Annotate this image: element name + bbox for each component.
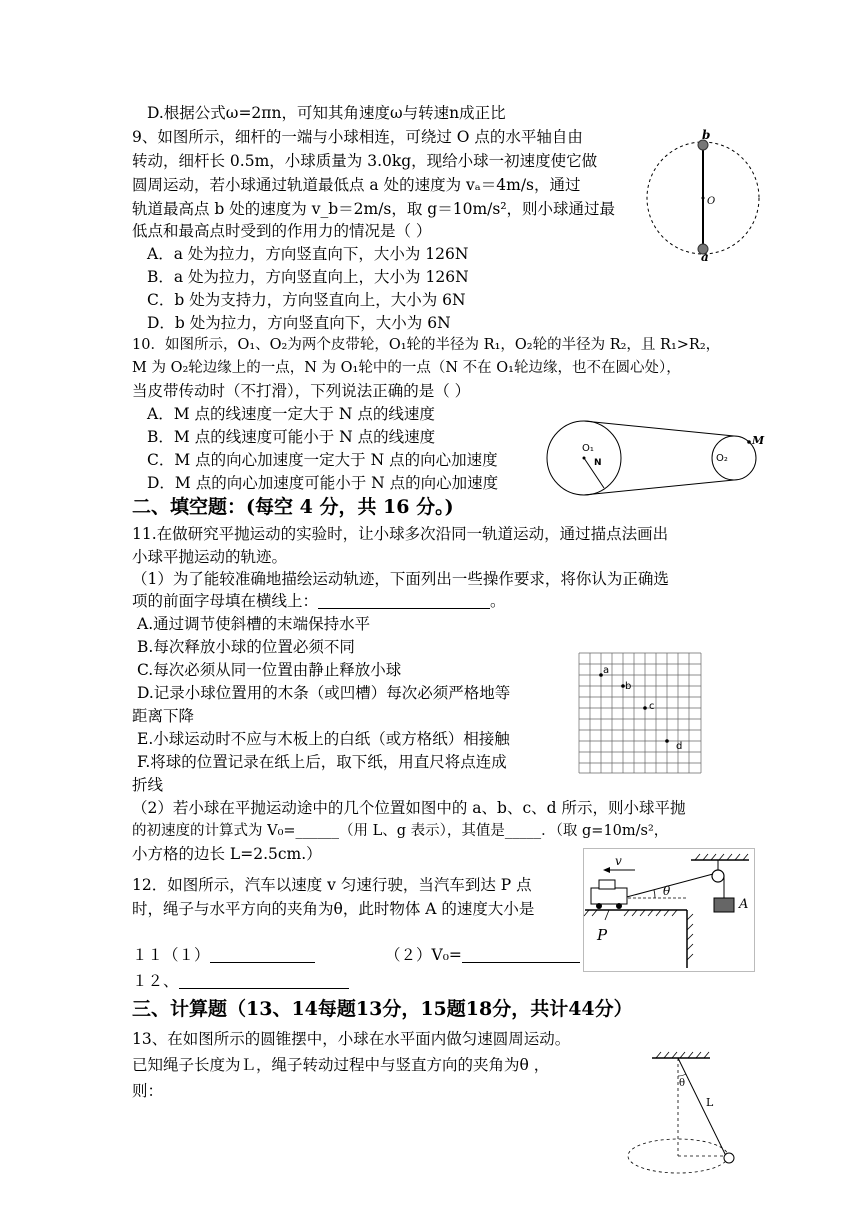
q10-option-d: D．M 点的向心加速度可能小于 N 点的向心加速度 xyxy=(147,474,499,492)
grid-label-a: a xyxy=(603,665,610,676)
q11-stem-line2: 小球平抛运动的轨迹。 xyxy=(132,548,288,566)
label-n: N xyxy=(594,458,602,468)
q9-option-d: D．b 处为拉力，方向竖直向下，大小为 6N xyxy=(147,314,451,332)
q11-option-b: B.每次释放小球的位置必须不同 xyxy=(137,638,355,656)
pendulum-ceiling-hatch xyxy=(656,1052,709,1058)
q9-stem-line5: 低点和最高点时受到的作用力的情况是（ ） xyxy=(132,222,432,240)
answer-line-11 xyxy=(132,944,315,966)
q10-option-a: A．M 点的线速度一定大于 N 点的线速度 xyxy=(147,405,435,423)
q10-option-c: C．M 点的向心加速度一定大于 N 点的向心加速度 xyxy=(147,451,498,469)
label-o2: O₂ xyxy=(716,453,728,464)
q10-stem-line3: 当皮带传动时（不打滑），下列说法正确的是（ ） xyxy=(132,382,471,400)
q11-part2-line3: 小方格的边长 L=2.5cm.） xyxy=(132,845,322,863)
conical-pendulum-figure xyxy=(620,1048,750,1176)
label-theta: θ xyxy=(663,884,671,898)
q11-option-c: C.每次必须从同一位置由静止释放小球 xyxy=(137,661,402,679)
answer-line-11-part2 xyxy=(385,944,580,966)
label-o: O xyxy=(707,196,716,207)
q8-option-d: D.根据公式ω=2πn，可知其角速度ω与转速n成正比 xyxy=(147,104,506,122)
label-p: P xyxy=(597,926,608,944)
answer-12-label: １２、 xyxy=(132,972,179,990)
rod-circle-figure xyxy=(640,126,770,262)
answer-11-part2-label: （２）V₀= xyxy=(385,946,462,964)
center-o1 xyxy=(583,457,586,460)
car-rope-figure xyxy=(583,848,755,972)
q10-stem-line2: M 为 O₂轮边缘上的一点，N 为 O₁轮中的一点（N 不在 O₁轮边缘，也不在圆心处）， xyxy=(132,360,681,376)
pivot-point xyxy=(702,197,705,200)
q11-option-a: A.通过调节使斜槽的末端保持水平 xyxy=(137,615,371,633)
trajectory-grid-figure xyxy=(578,652,703,774)
q10-option-b: B．M 点的线速度可能小于 N 点的线速度 xyxy=(147,428,436,446)
belt-pulley-figure xyxy=(544,418,774,498)
q10-stem-line1: 10．如图所示，O₁、O₂为两个皮带轮，O₁轮的半径为 R₁，O₂轮的半径为 R₂，且 R₁>R₂， xyxy=(132,337,721,353)
label-v: v xyxy=(615,854,622,868)
q11-option-d-line1: D.记录小球位置用的木条（或凹槽）每次必须严格地等 xyxy=(137,684,511,702)
pendulum-angle-arc xyxy=(678,1074,686,1076)
label-m: M xyxy=(752,434,765,447)
q9-stem-line3: 圆周运动，若小球通过轨道最低点 a 处的速度为 vₐ＝4m/s，通过 xyxy=(132,176,581,194)
q13-stem-line2: 已知绳子长度为Ｌ，绳子转动过程中与竖直方向的夹角为θ ， xyxy=(132,1056,550,1074)
q11-stem-line1: 11.在做研究平抛运动的实验时，让小球多次沿同一轨道运动，通过描点法画出 xyxy=(132,525,669,543)
label-b: b xyxy=(702,128,711,142)
q11-part2-line1: （2）若小球在平抛运动途中的几个位置如图中的 a、b、c、d 所示，则小球平抛 xyxy=(132,799,686,817)
section-fill-heading: 二、填空题：(每空 4 分，共 16 分。) xyxy=(132,496,454,518)
grid-label-b: b xyxy=(625,681,632,692)
q11-option-e: E.小球运动时不应与木板上的白纸（或方格纸）相接触 xyxy=(137,730,510,748)
car-wheel-front xyxy=(596,903,602,909)
grid-label-d: d xyxy=(676,741,683,752)
q9-stem-line4: 轨道最高点 b 处的速度为 v_b＝2m/s，取 g＝10m/s²，则小球通过最 xyxy=(132,200,616,218)
block-a xyxy=(714,898,734,912)
q11-part1-line2 xyxy=(132,590,506,612)
pendulum-label-theta: θ xyxy=(679,1078,686,1089)
q11-option-f-line2: 折线 xyxy=(132,776,164,794)
q11-part1-line1: （1）为了能较准确地描绘运动轨迹，下面列出一些操作要求，将你认为正确选 xyxy=(132,570,669,588)
q9-option-c: C．b 处为支持力，方向竖直向上，大小为 6N xyxy=(147,291,466,309)
label-o1: O₁ xyxy=(582,443,594,454)
q12-stem-line1: 12．如图所示，汽车以速度 v 匀速行驶，当汽车到达 P 点 xyxy=(132,876,532,894)
answer-11-part2-blank[interactable] xyxy=(462,946,580,963)
q11-option-f-line1: F.将球的位置记录在纸上后，取下纸，用直尺将点连成 xyxy=(137,753,507,771)
car-body xyxy=(591,888,627,904)
point-m xyxy=(747,440,751,444)
answer-11-part1-label: １１（１） xyxy=(132,946,210,964)
answer-11-part1-blank[interactable] xyxy=(210,946,315,963)
grid-lines xyxy=(579,653,701,773)
label-block-a: A xyxy=(739,897,749,912)
q11-option-d-line2: 距离下降 xyxy=(132,707,195,725)
grid-label-c: c xyxy=(649,701,655,712)
pendulum-string xyxy=(678,1058,726,1156)
answer-12-blank[interactable] xyxy=(179,972,349,989)
q9-stem-line1: 9、如图所示，细杆的一端与小球相连，可绕过 O 点的水平轴自由 xyxy=(132,128,583,146)
q13-stem-line1: 13、在如图所示的圆锥摆中，小球在水平面内做匀速圆周运动。 xyxy=(132,1030,571,1048)
answer-line-12 xyxy=(132,970,349,992)
pendulum-ball xyxy=(724,1153,734,1163)
car-wheel-rear xyxy=(616,903,622,909)
section-calc-heading: 三、计算题（13、14每题13分，15题18分，共计44分） xyxy=(132,998,633,1020)
q11-part1-blank[interactable] xyxy=(318,592,490,609)
q9-option-b: B．a 处为拉力，方向竖直向上，大小为 126N xyxy=(147,268,469,286)
q11-part2-line2: 的初速度的计算式为 V₀=______（用 L、g 表示），其值是_____．（取 g=10m/s²， xyxy=(132,823,669,839)
car-cabin xyxy=(599,880,615,889)
q12-stem-line2: 时，绳子与水平方向的夹角为θ，此时物体 A 的速度大小是 xyxy=(132,900,535,918)
pendulum-label-l: L xyxy=(706,1096,714,1109)
label-a: a xyxy=(701,250,709,262)
q9-option-a: A．a 处为拉力，方向竖直向下，大小为 126N xyxy=(147,245,469,263)
q9-stem-line2: 转动，细杆长 0.5m，小球质量为 3.0kg，现给小球一初速度使它做 xyxy=(132,152,598,170)
q11-part1-period: 。 xyxy=(490,592,506,610)
grid-point-c xyxy=(643,706,647,710)
q11-part1-text: 项的前面字母填在横线上： xyxy=(132,592,319,610)
q13-stem-line3: 则： xyxy=(132,1082,164,1100)
grid-point-d xyxy=(665,739,669,743)
